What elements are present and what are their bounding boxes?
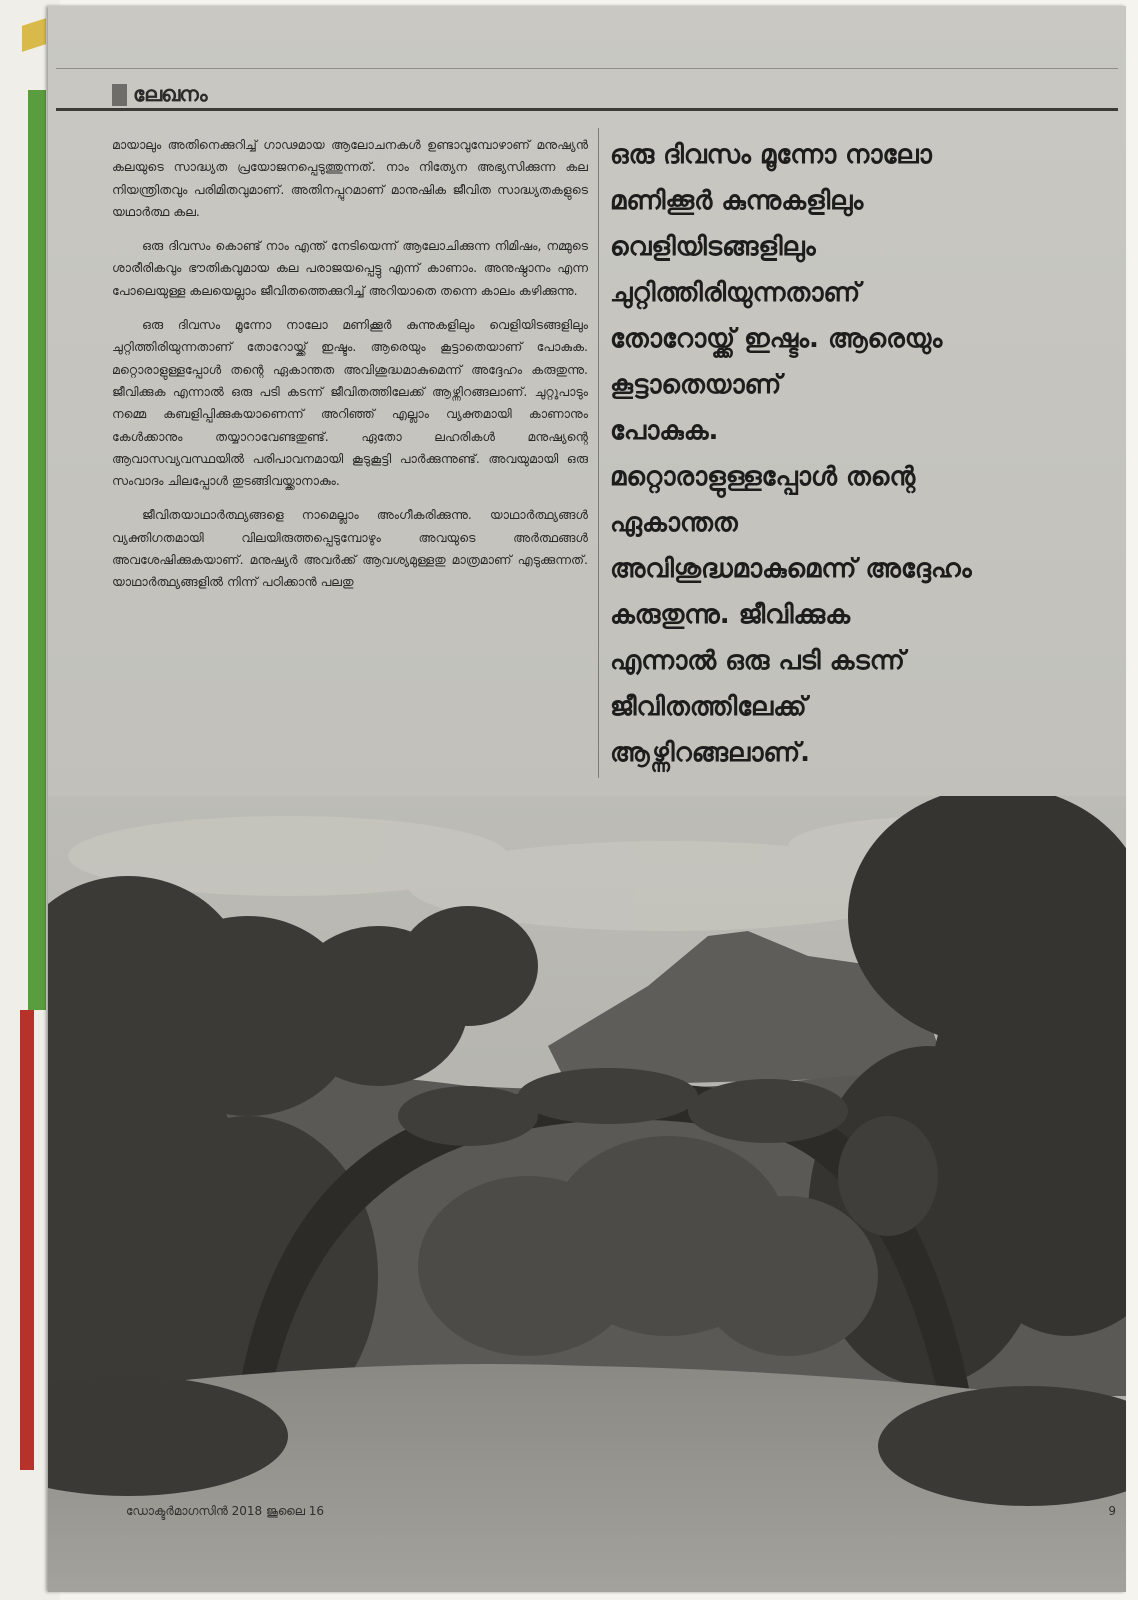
pull-quote-line: അവിശുദ്ധമാകുമെന്ന് അദ്ദേഹം [610,554,972,584]
pull-quote-line: മണിക്കൂർ കുന്നുകളിലും [610,186,864,216]
section-label: ലേഖനം [133,82,207,106]
section-marker-icon [112,84,127,106]
magazine-edge-red [20,1010,34,1470]
pull-quote [610,132,1120,776]
pull-quote-line: ഏകാന്തത [610,508,738,538]
section-header [112,82,207,107]
pull-quote-line: ചുറ്റിത്തിരിയുന്നതാണ് [610,278,861,308]
article-paragraph: ഒരു ദിവസം കൊണ്ട് നാം എന്ത് നേടിയെന്ന് ആലോചിക്കുന്ന നിമിഷം, നമ്മുടെ ശാരീരികവും ഭൗതികവുമായ കല പരാജയപ്പെട്ടു എന്ന് കാണാം. അനുഷ്ഠാനം എന്ന പോലെയുള്ള കലയെല്ലാം ജീവിതത്തെക്കുറിച്ച് അറിയാതെ തന്നെ കാലം കഴിക്കുന്നു. [112,238,588,298]
magazine-edge-green [28,90,46,1010]
page-number: 9 [1108,1504,1116,1518]
pull-quote-line: തോറോയ്ക്ക് ഇഷ്ടം. ആരെയും [610,324,943,354]
pull-quote-line: കൂട്ടാതെയാണ് [610,370,782,400]
pull-quote-line: ആഴ്ന്നിറങ്ങലാണ്. [610,738,811,768]
landscape-photo [48,796,1126,1592]
column-divider [598,128,599,778]
article-paragraph: മായാലും അതിനെക്കുറിച്ച് ഗാഢമായ ആലോചനകൾ ഉണ്ടാവുമ്പോഴാണ് മനുഷ്യൻ കലയുടെ സാദ്ധ്യത പ്രയോജനപ്പെടുത്തുന്നത്. നാം നിത്യേന അഭ്യസിക്കുന്ന കല നിയന്ത്രിതവും പരിമിതവുമാണ്. അതിനപ്പുറമാണ് മാനുഷിക ജീവിത സാദ്ധ്യതകളുടെ യഥാർത്ഥ കല. [112,137,588,219]
header-rule-thin [56,68,1118,69]
pull-quote-line: എന്നാൽ ഒരു പടി കടന്ന് [610,646,905,676]
article-body [112,134,588,606]
pull-quote-line: വെളിയിടങ്ങളിലും [610,232,816,262]
article-paragraph: ജീവിതയാഥാർത്ഥ്യങ്ങളെ നാമെല്ലാം അംഗീകരിക്കുന്നു. യാഥാർത്ഥ്യങ്ങൾ വ്യക്തിഗതമായി വിലയിരുത്തപ്പെടുമ്പോഴും അവയുടെ അർത്ഥങ്ങൾ അവശേഷിക്കുകയാണ്. മനുഷ്യർ അവർക്ക് ആവശ്യമുള്ളതു മാത്രമാണ് എടുക്കുന്നത്. യാഥാർത്ഥ്യങ്ങളിൽ നിന്ന് പഠിക്കാൻ പലതു [112,507,588,590]
header-rule-thick [56,108,1118,111]
magazine-page [48,6,1126,1592]
footer-date: ഡോക്ടർമാഗസിൻ 2018 ജൂലൈ 16 [126,1504,325,1518]
pull-quote-line: ഒരു ദിവസം മൂന്നോ നാലോ [610,140,932,170]
pull-quote-line: ജീവിതത്തിലേക്ക് [610,692,807,722]
pull-quote-line: കരുതുന്നു. ജീവിക്കുക [610,600,851,630]
pull-quote-line: പോകുക. [610,416,719,446]
article-paragraph: ഒരു ദിവസം മൂന്നോ നാലോ മണിക്കൂർ കുന്നുകളിലും വെളിയിടങ്ങളിലും ചുറ്റിത്തിരിയുന്നതാണ് തോറോയ്ക്ക് ഇഷ്ടം. ആരെയും കൂട്ടാതെയാണ് പോകുക. മറ്റൊരാളുള്ളപ്പോൾ തന്റെ ഏകാന്തത അവിശുദ്ധമാകുമെന്ന് അദ്ദേഹം കരുതുന്നു. ജീവിക്കുക എന്നാൽ ഒരു പടി കടന്ന് ജീവിതത്തിലേക്ക് ആഴ്ന്നിറങ്ങലാണ്. ചുറ്റുപാടും നമ്മെ കബളിപ്പിക്കുകയാണെന്ന് അറിഞ്ഞ് എല്ലാം വ്യക്തമായി കാണാനും കേൾക്കാനും തയ്യാറാവേണ്ടതുണ്ട്. ഏതോ ലഹരികൾ മനുഷ്യന്റെ ആവാസവ്യവസ്ഥയിൽ പരിപാവനമായി കൂടുകൂട്ടി പാർക്കുന്നുണ്ട്. അവയുമായി ഒരു സംവാദം ചിലപ്പോൾ തുടങ്ങിവയ്ക്കാനാകും. [112,317,588,489]
pull-quote-line: മറ്റൊരാളുള്ളപ്പോൾ തന്റെ [610,462,916,492]
